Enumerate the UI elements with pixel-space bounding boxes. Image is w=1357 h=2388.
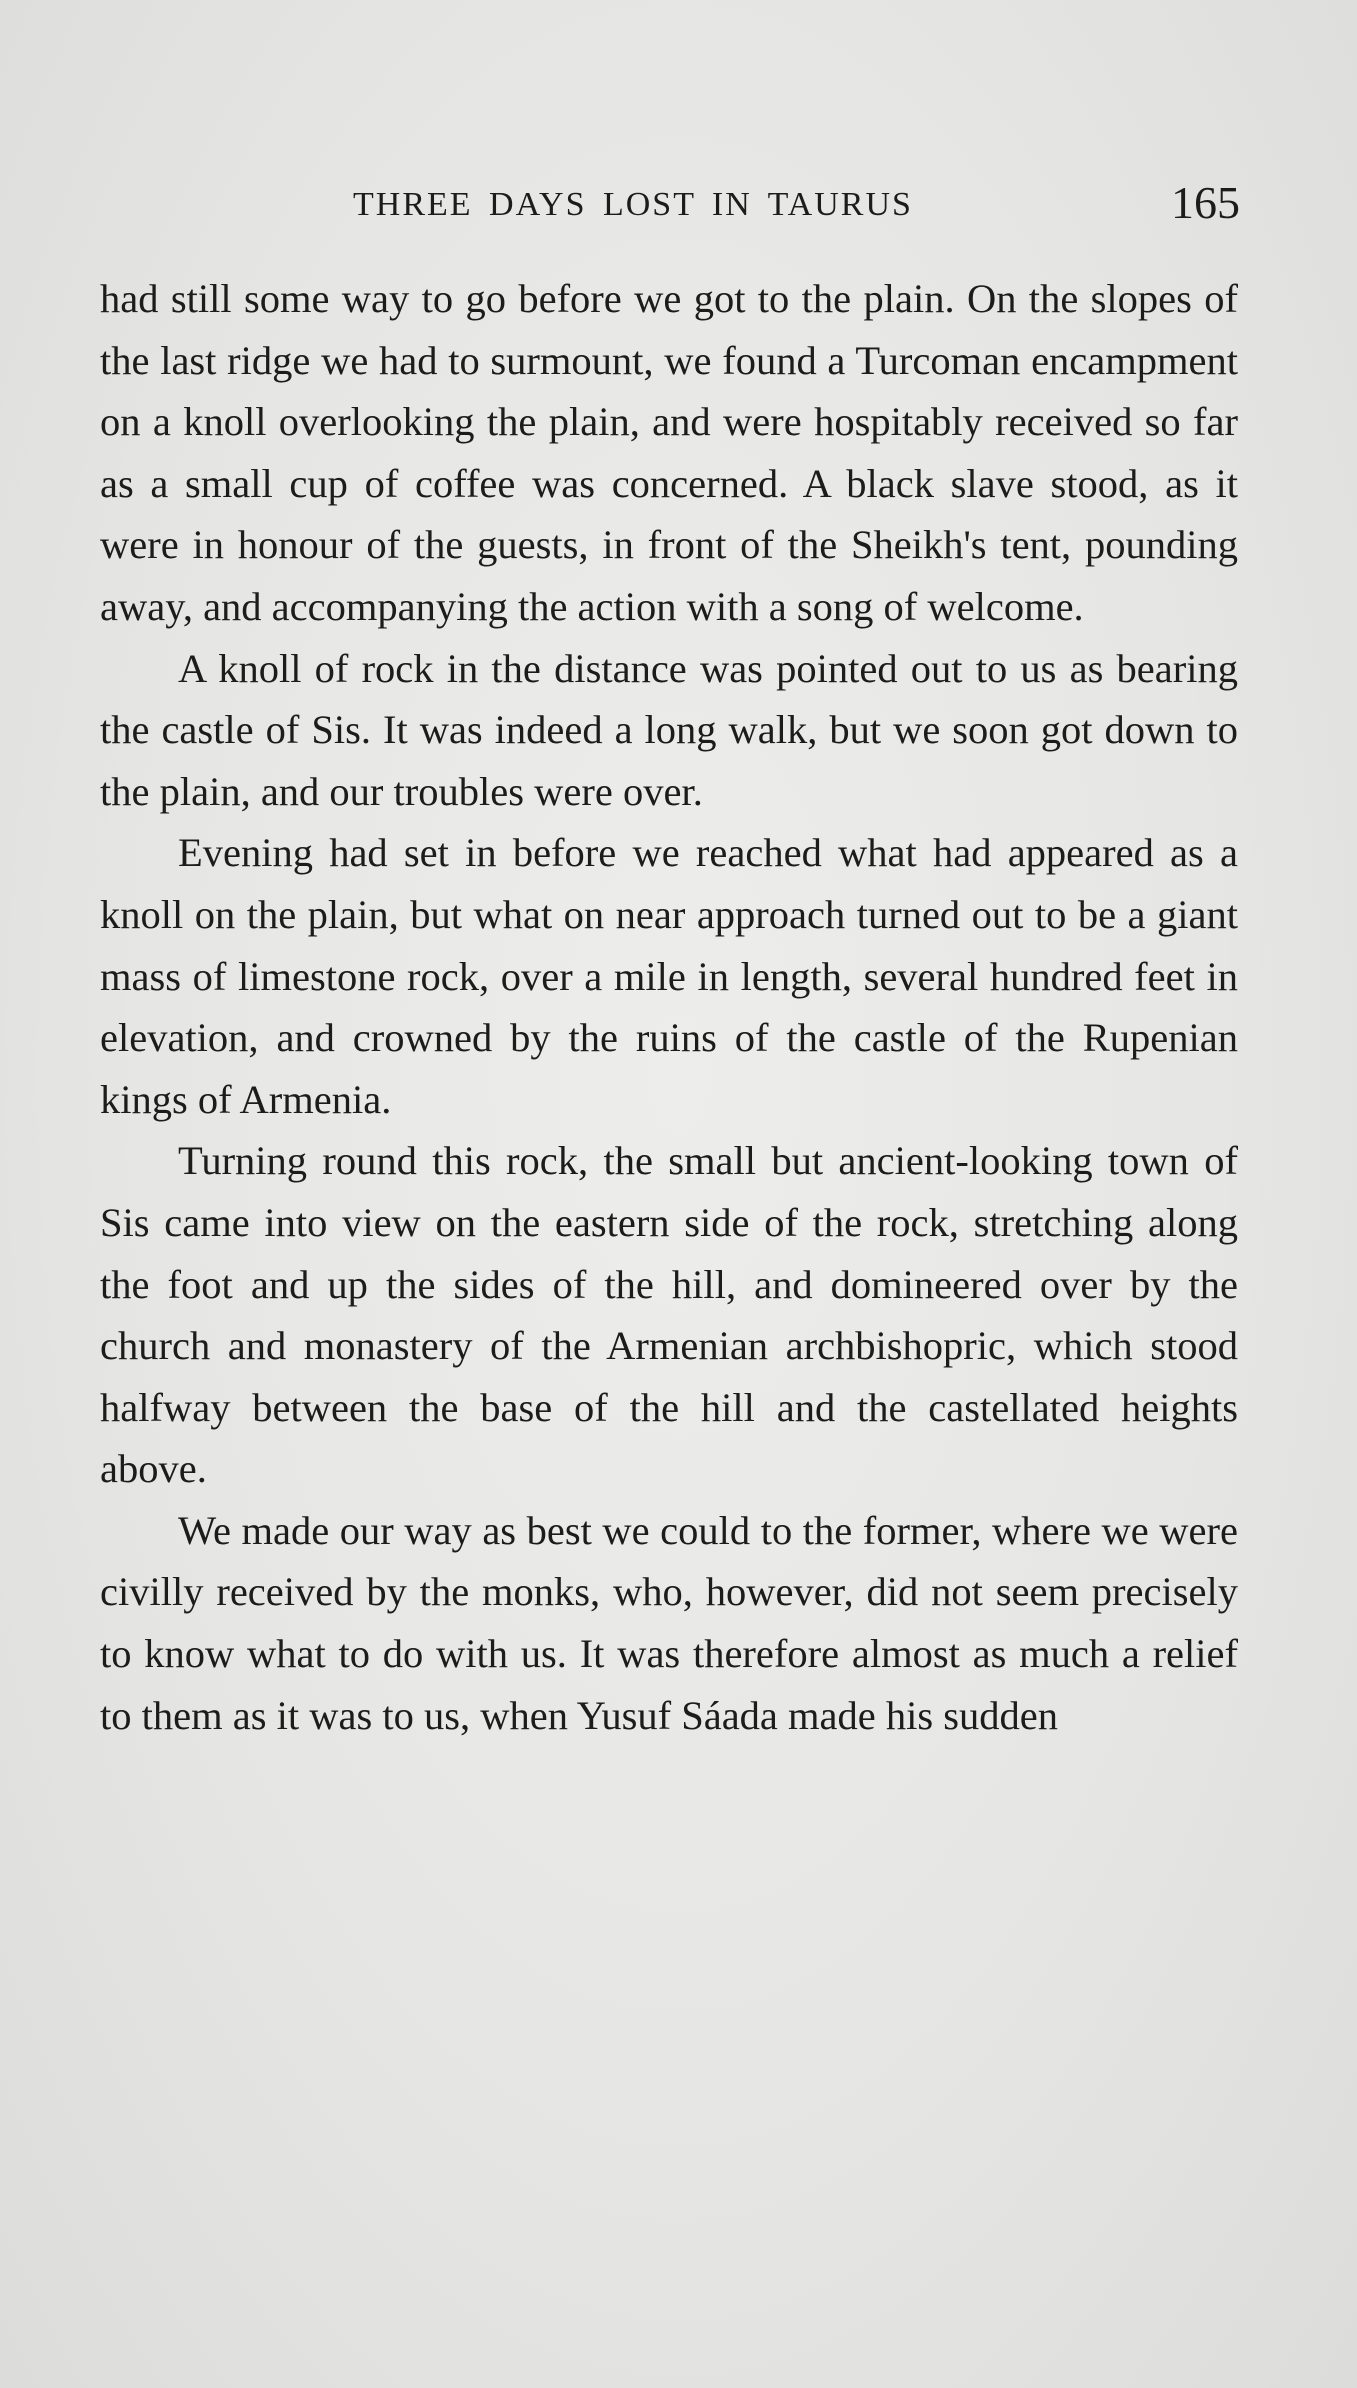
- running-head-title: THREE DAYS LOST IN TAURUS: [353, 186, 913, 223]
- paragraph-5: We made our way as best we could to the former, where we were civilly received by the monks, who, however, did not seem precisely to know what to do with us. It was therefore almost as much a relief to them as it was to us, when Yusuf Sáada made his sudden: [100, 1507, 1238, 1738]
- paragraph-4: Turning round this rock, the small but ancient-looking town of Sis came into view on the eastern side of the rock, stretching along the foot and up the sides of the hill, and domineered over by the church and monastery of the Armenian archbishopric, which stood halfway between the base of the hill and the castellated heights above.: [100, 1138, 1238, 1492]
- paragraph-2: A knoll of rock in the distance was pointed out to us as bearing the castle of Sis. It was indeed a long walk, but we soon got down to the plain, and our troubles were over.: [100, 645, 1238, 814]
- paragraph-1: had still some way to go before we got to the plain. On the slopes of the last ridge we had to surmount, we found a Turcoman encampment on a knoll overlooking the plain, and were hospitably received so far as a small cup of coffee was concerned. A black slave stood, as it were in honour of the guests, in front of the Sheikh's tent, pounding away, and accompanying the action with a song of welcome.: [100, 276, 1238, 629]
- running-head: [100, 177, 1240, 232]
- page-number: 165: [1171, 177, 1240, 228]
- body-text: [100, 268, 1238, 1746]
- paragraph-3: Evening had set in before we reached what had appeared as a knoll on the plain, but what on near approach turned out to be a giant mass of limestone rock, over a mile in length, several hundred feet in elevation, and crowned by the ruins of the castle of the Rupenian kings of Armenia.: [100, 830, 1238, 1122]
